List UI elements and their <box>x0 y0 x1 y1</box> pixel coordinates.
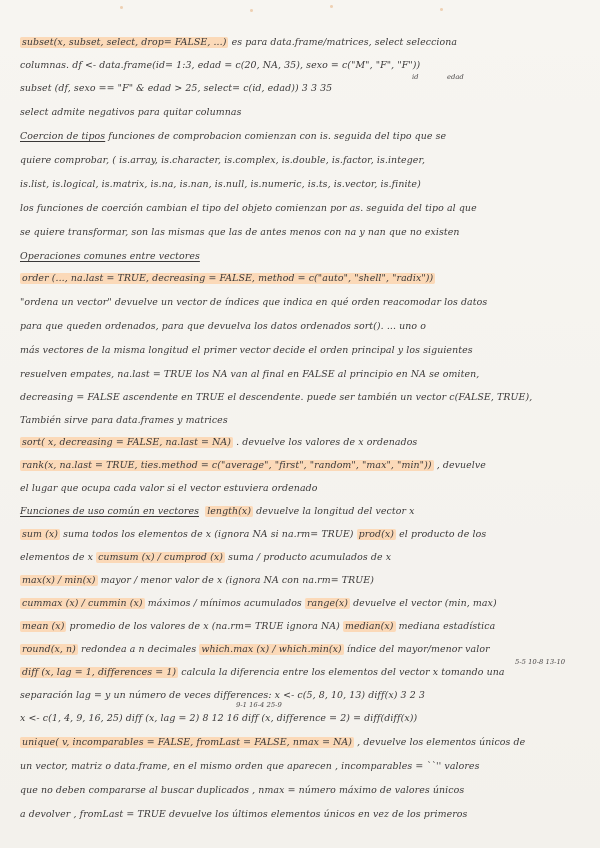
note-line: elementos de x cumsum (x) / cumprod (x) suma / producto acumulados de x <box>20 552 392 563</box>
note-line <box>20 272 435 285</box>
highlight-code: sum (x) <box>22 529 59 540</box>
note-line: mean (x) promedio de los valores de x (na.rm= TRUE ignora NA) median(x) mediana estadística <box>22 621 496 632</box>
highlight-code: order (..., na.last = TRUE, decreasing = FALSE, method = c("auto", "shell", "radix")) <box>22 273 434 284</box>
ink-smudge <box>120 6 123 9</box>
note-line: unique( v, incomparables = FALSE, fromLast = FALSE, nmax = NA) , devuelve los elementos únicos de <box>22 737 526 748</box>
ink-smudge <box>250 9 253 12</box>
ink-smudge <box>330 5 333 8</box>
highlight-code: median(x) <box>344 621 394 632</box>
note-line: Coercion de tipos funciones de comprobacion comienzan con is. seguida del tipo que se <box>20 131 447 142</box>
note-line: que no deben compararse al buscar duplicados , nmax = número máximo de valores únicos <box>20 785 465 796</box>
note-line <box>20 250 200 263</box>
highlight-code: cumsum (x) / cumprod (x) <box>98 552 223 563</box>
highlight-code: prod(x) <box>358 529 395 540</box>
note-line: round(x, n) redondea a n decimales which.max (x) / which.min(x) índice del mayor/menor valor <box>22 644 490 655</box>
note-line: para que queden ordenados, para que devuelva los datos ordenados sort(). ... uno o <box>20 321 426 332</box>
highlight-code: max(x) / min(x) <box>22 575 96 586</box>
note-line: max(x) / min(x) mayor / menor valor de x (ignora NA con na.rm= TRUE) <box>22 575 374 586</box>
note-line: sum (x) suma todos los elementos de x (ignora NA si na.rm= TRUE) prod(x) el producto de los <box>22 529 487 540</box>
highlight-code: cummax (x) / cummin (x) <box>22 598 143 609</box>
note-line: un vector, matriz o data.frame, en el mismo orden que aparecen , incomparables = ``'' valores <box>20 761 480 772</box>
ink-smudge <box>440 8 443 11</box>
note-line: subset(x, subset, select, drop= FALSE, ...) es para data.frame/matrices, select selecciona <box>22 37 458 48</box>
note-line: quiere comprobar, ( is.array, is.character, is.complex, is.double, is.factor, is.integer, <box>20 155 426 166</box>
note-line: se quiere transformar, son las mismas que las de antes menos con na y nan que no existen <box>20 227 460 238</box>
note-line: "ordena un vector" devuelve un vector de índices que indica en qué orden reacomodar los datos <box>20 297 488 308</box>
highlight-code: sort( x, decreasing = FALSE, na.last = NA) <box>22 437 232 448</box>
highlight-code: unique( v, incomparables = FALSE, fromLast = FALSE, nmax = NA) <box>22 737 353 748</box>
highlight-code: range(x) <box>306 598 348 609</box>
note-subscript: edad <box>447 73 464 81</box>
note-line: diff (x, lag = 1, differences = 1) calcula la diferencia entre los elementos del vector x tomando una <box>22 667 505 678</box>
note-line: select admite negativos para quitar columnas <box>20 107 242 118</box>
note-line: subset (df, sexo == "F" & edad > 25, select= c(id, edad)) 3 3 35 <box>20 83 333 94</box>
note-line: resuelven empates, na.last = TRUE los NA van al final en FALSE al principio en NA se omiten, <box>20 369 480 380</box>
highlight-code: round(x, n) <box>22 644 76 655</box>
note-line: columnas. df <- data.frame(id= 1:3, edad = c(20, NA, 35), sexo = c("M", "F", "F")) <box>20 60 421 71</box>
note-line: más vectores de la misma longitud el primer vector decide el orden principal y los siguientes <box>20 345 473 356</box>
highlight-code: rank(x, na.last = TRUE, ties.method = c("average", "first", "random", "max", "min")) <box>22 460 432 471</box>
note-subscript: id <box>412 73 419 81</box>
highlight-code: mean (x) <box>22 621 65 632</box>
section-heading: Operaciones comunes entre vectores <box>20 251 200 262</box>
note-line: separación lag = y un número de veces differences: x <- c(5, 8, 10, 13) diff(x) 3 2 3 <box>20 690 425 701</box>
note-subscript: 5-5 10-8 13-10 <box>515 658 566 666</box>
note-line: los funciones de coerción cambian el tipo del objeto comienzan por as. seguida del tipo al que <box>20 203 477 214</box>
note-line: Funciones de uso común en vectores length(x) devuelve la longitud del vector x <box>20 506 415 517</box>
highlight-code: subset(x, subset, select, drop= FALSE, ...) <box>22 37 227 48</box>
note-line: cummax (x) / cummin (x) máximos / mínimos acumulados range(x) devuelve el vector (min, max) <box>22 598 497 609</box>
section-heading: Funciones de uso común en vectores <box>20 506 200 517</box>
highlight-code: diff (x, lag = 1, differences = 1) <box>22 667 177 678</box>
note-line: el lugar que ocupa cada valor si el vector estuviera ordenado <box>20 483 318 494</box>
highlight-code: which.max (x) / which.min(x) <box>201 644 342 655</box>
highlight-code: length(x) <box>207 506 252 517</box>
note-line: rank(x, na.last = TRUE, ties.method = c("average", "first", "random", "max", "min")) , devuelve <box>22 460 486 471</box>
note-line: También sirve para data.frames y matrices <box>20 415 228 426</box>
note-line: a devolver , fromLast = TRUE devuelve los últimos elementos únicos en vez de los primeros <box>20 809 468 820</box>
section-heading: Coercion de tipos <box>20 131 106 142</box>
note-line: sort( x, decreasing = FALSE, na.last = NA) . devuelve los valores de x ordenados <box>22 437 418 448</box>
note-line: x <- c(1, 4, 9, 16, 25) diff (x, lag = 2) 8 12 16 diff (x, difference = 2) = diff(diff(x)) <box>20 713 418 724</box>
note-line: is.list, is.logical, is.matrix, is.na, is.nan, is.null, is.numeric, is.ts, is.vector, is.finite) <box>20 179 421 190</box>
note-subscript: 9-1 16-4 25-9 <box>236 701 282 709</box>
note-line: decreasing = FALSE ascendente en TRUE el descendente. puede ser también un vector c(FALSE, TRUE), <box>20 392 533 403</box>
